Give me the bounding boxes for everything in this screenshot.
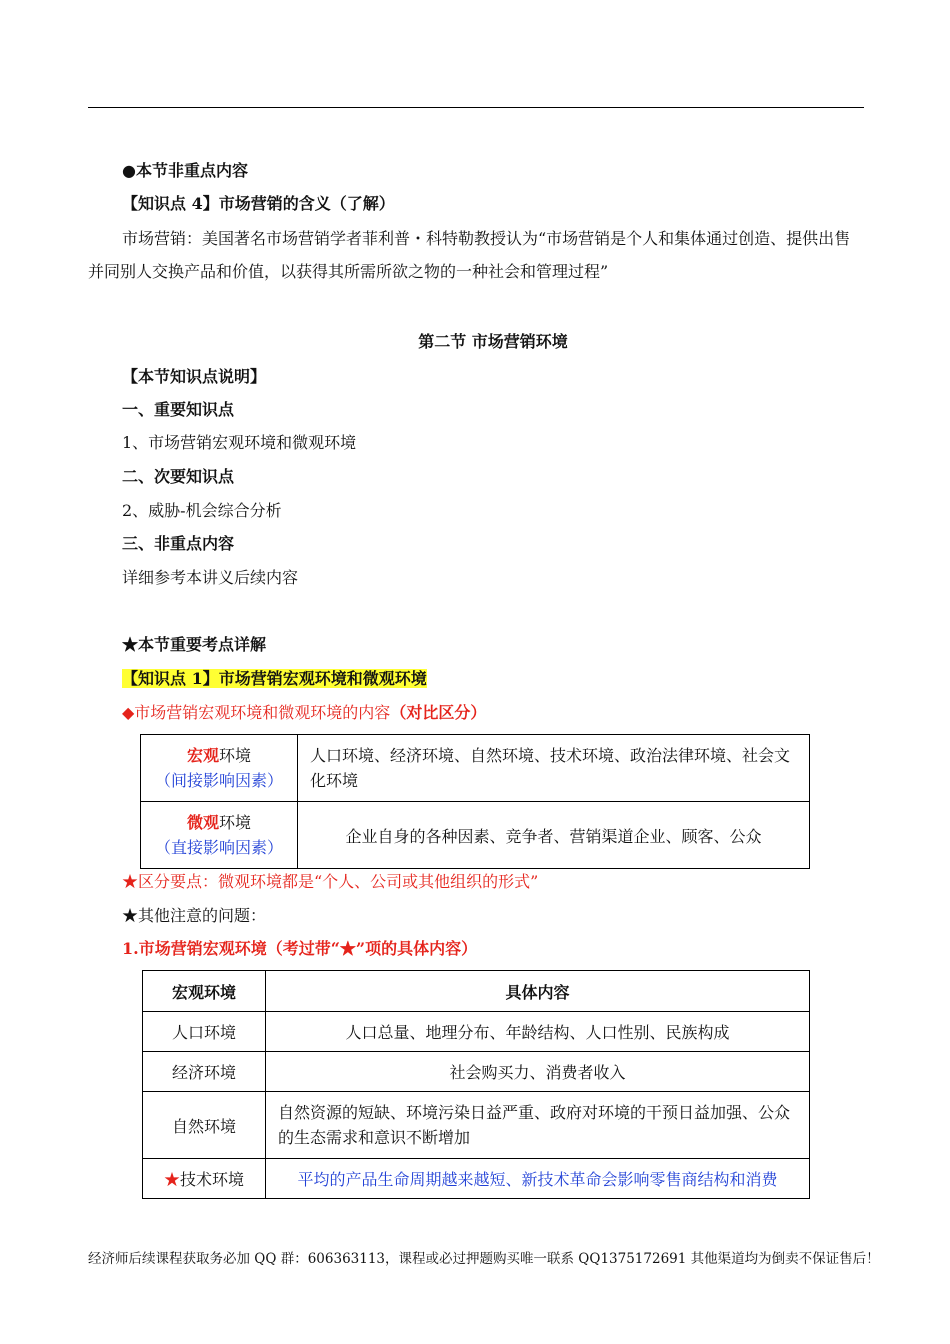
row-content: 社会购买力、消费者收入 xyxy=(266,1052,810,1092)
nonkey-kp-item: 详细参考本讲义后续内容 xyxy=(122,568,299,587)
important-kp-item: 1、市场营销宏观环境和微观环境 xyxy=(122,433,357,452)
macro-env-title: 1.市场营销宏观环境（考过带“★”项的具体内容） xyxy=(122,939,478,958)
kp4-title: 【知识点 4】市场营销的含义（了解） xyxy=(122,194,395,213)
section-title: 第二节 市场营销环境 xyxy=(418,332,568,351)
compare-heading-text: ◆市场营销宏观环境和微观环境的内容 xyxy=(122,703,391,722)
non-key-heading: ●本节非重点内容 xyxy=(122,161,248,180)
key-point-note: ★区分要点：微观环境都是“个人、公司或其他组织的形式” xyxy=(122,872,539,891)
header-macro: 宏观环境 xyxy=(143,971,266,1012)
kp1-title xyxy=(122,668,427,690)
star-icon: ★ xyxy=(163,1170,180,1189)
macro-key-black: 环境 xyxy=(219,746,252,765)
important-kp-heading: 一、重要知识点 xyxy=(122,400,235,419)
row-content: 自然资源的短缺、环境污染日益严重、政府对环境的干预日益加强、公众的生态需求和意识不断增加 xyxy=(266,1092,810,1159)
table-row xyxy=(141,802,810,869)
micro-content: 企业自身的各种因素、竞争者、营销渠道企业、顾客、公众 xyxy=(298,802,810,869)
secondary-kp-item: 2、威胁-机会综合分析 xyxy=(122,501,282,520)
header-rule xyxy=(88,107,864,108)
kp-intro-heading: 【本节知识点说明】 xyxy=(122,367,267,386)
row-name: 自然环境 xyxy=(143,1092,266,1159)
kp1-title-text: 【知识点 1】市场营销宏观环境和微观环境 xyxy=(122,669,427,688)
macro-content: 人口环境、经济环境、自然环境、技术环境、政治法律环境、社会文化环境 xyxy=(298,735,810,802)
row-content: 平均的产品生命周期越来越短、新技术革命会影响零售商结构和消费 xyxy=(266,1159,810,1199)
detail-heading: ★本节重要考点详解 xyxy=(122,635,267,654)
macro-env-table xyxy=(142,970,810,1199)
micro-cell xyxy=(141,802,298,869)
table-header-row xyxy=(143,971,810,1012)
row-name-text: 技术环境 xyxy=(180,1170,245,1189)
micro-key-red: 微观 xyxy=(186,813,219,832)
row-name: 人口环境 xyxy=(143,1012,266,1052)
other-issues: ★其他注意的问题： xyxy=(122,906,267,925)
table-row xyxy=(143,1159,810,1199)
secondary-kp-heading: 二、次要知识点 xyxy=(122,467,235,486)
macro-micro-table xyxy=(140,734,810,869)
marketing-definition: 市场营销：美国著名市场营销学者菲利普・科特勒教授认为“市场营销是个人和集体通过创造、提供出售并同别人交换产品和价值，以获得其所需所欲之物的一种社会和管理过程” xyxy=(88,229,851,281)
row-name-starred xyxy=(143,1159,266,1199)
table-row xyxy=(143,1092,810,1159)
footer-note: 经济师后续课程获取务必加 QQ 群：606363113，课程或必过押题购买唯一联系 QQ1375172691 其他渠道均为倒卖不保证售后！ xyxy=(88,1251,880,1267)
compare-heading xyxy=(122,702,486,724)
macro-key-red: 宏观 xyxy=(186,746,219,765)
table-row xyxy=(143,1052,810,1092)
table-row xyxy=(141,735,810,802)
micro-key-black: 环境 xyxy=(219,813,252,832)
nonkey-kp-heading: 三、非重点内容 xyxy=(122,534,235,553)
compare-heading-suffix: （对比区分） xyxy=(390,703,487,722)
row-content: 人口总量、地理分布、年龄结构、人口性别、民族构成 xyxy=(266,1012,810,1052)
table-row xyxy=(143,1012,810,1052)
macro-sub: （间接影响因素） xyxy=(154,771,283,790)
macro-cell xyxy=(141,735,298,802)
micro-sub: （直接影响因素） xyxy=(154,838,283,857)
row-name: 经济环境 xyxy=(143,1052,266,1092)
header-content: 具体内容 xyxy=(266,971,810,1012)
